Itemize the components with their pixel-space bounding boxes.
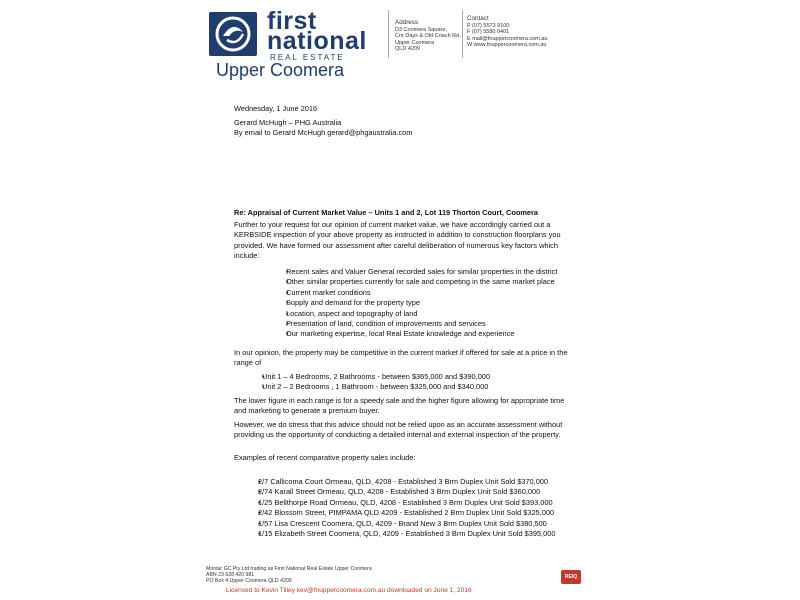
contact-fax: F (07) 5580 0401 bbox=[467, 29, 510, 36]
list-item: • Unit 1 – 4 Bedrooms, 2 Bathrooms - between $365,000 and $390,000 bbox=[245, 372, 490, 382]
range-list bbox=[245, 372, 490, 393]
sales-list bbox=[232, 477, 555, 539]
footer-line: PO Box 4 Upper Coomera QLD 4209 bbox=[206, 578, 292, 585]
list-item: • Current market conditions bbox=[258, 288, 557, 298]
list-item: • Location, aspect and topography of land bbox=[258, 309, 557, 319]
list-item: • Presentation of land, condition of improvements and services bbox=[258, 319, 557, 329]
list-item: • 1/57 Lisa Crescent Coomera, QLD, 4209 - Brand New 3 Brm Duplex Unit Sold $380,500 bbox=[232, 519, 555, 529]
contact-heading: Contact bbox=[467, 15, 489, 22]
letter-paragraph-intro: Further to your request for our opinion of current market value, we have accordingly carried out a KERBSIDE inspection of your above property as instructed in addition to construction floorplans you provided. We have formed our assessment after careful deliberation of numerous key factors which include: bbox=[234, 220, 561, 261]
list-item: • Other similar properties currently for sale and competing in the same market place bbox=[258, 277, 557, 287]
reiq-badge-icon: REIQ bbox=[561, 570, 581, 584]
brand-national: national bbox=[267, 27, 367, 55]
brand-first: first bbox=[267, 7, 317, 35]
address-block bbox=[395, 20, 461, 53]
letter-by-email: By email to Gerard McHugh gerard@phgaustralia.com bbox=[234, 128, 413, 137]
list-item: • 2/74 Karall Street Ormeau, QLD, 4208 - Established 3 Brm Duplex Unit Sold $360,000 bbox=[232, 487, 555, 497]
letter-paragraph-examples: Examples of recent comparative property sales include: bbox=[234, 453, 416, 462]
list-item: • 1/15 Elizabeth Street Coomera, QLD, 4209 - Established 3 Brm Duplex Unit Sold $395,000 bbox=[232, 529, 555, 539]
footer-company bbox=[206, 566, 372, 585]
factor-list bbox=[258, 267, 557, 340]
address-heading: Address bbox=[395, 19, 419, 26]
contact-website[interactable]: W www.fnuppercoomera.com.au bbox=[467, 42, 547, 49]
list-item: • 2/42 Blossom Street, PIMPAMA QLD 4209 - Established 2 Brm Duplex Unit Sold $325,000 bbox=[232, 508, 555, 518]
license-note: Licensed to Kevin Tilley kev@fnuppercoomera.com.au downloaded on June 1, 2016 bbox=[226, 587, 472, 594]
letter-paragraph-disclaimer: However, we do stress that this advice should not be relied upon as an accurate assessment without providing us the opportunity of conducting a detailed internal and external inspection of the property. bbox=[234, 420, 563, 440]
letter-subject: Re: Appraisal of Current Market Value – Units 1 and 2, Lot 119 Thorton Court, Coomera bbox=[234, 208, 539, 217]
office-name: Upper Coomera bbox=[216, 60, 345, 80]
divider bbox=[388, 10, 389, 58]
contact-email[interactable]: E mail@fnuppercoomera.com.au bbox=[467, 35, 548, 42]
divider bbox=[462, 10, 463, 58]
list-item: • 2/7 Callicoma Court Ormeau, QLD, 4208 - Established 3 Brm Duplex Unit Sold $370,000 bbox=[232, 477, 555, 487]
list-item: • Our marketing expertise, local Real Estate knowledge and experience bbox=[258, 329, 557, 339]
list-item: • Recent sales and Valuer General recorded sales for similar properties in the district bbox=[258, 267, 557, 277]
letter-paragraph-range-note: The lower figure in each range is for a speedy sale and the higher figure allowing for appropriate time and marketing to generate a premium buyer. bbox=[234, 396, 565, 416]
brand-subtitle: REAL ESTATE bbox=[270, 53, 345, 62]
letter-paragraph-opinion: In our opinion, the property may be competitive in the current market if offered for sale at a price in the range of bbox=[234, 348, 568, 368]
address-line: QLD 4209 bbox=[395, 46, 421, 53]
address-line: D3 Coomera Square, bbox=[395, 26, 447, 33]
letter-recipient: Gerard McHugh – PHG Australia bbox=[234, 118, 342, 127]
footer-line: Montar GC Pty Ltd trading as First National Real Estate Upper Coomera bbox=[206, 566, 372, 572]
footer-line: ABN 23 628 420 981 bbox=[206, 572, 255, 579]
address-line: Cnr Days & Old Coach Rd, bbox=[395, 33, 461, 40]
contact-phone: P (07) 5573 9100 bbox=[467, 22, 510, 29]
address-line: Upper Coomera bbox=[395, 39, 435, 46]
brand-logo-icon bbox=[209, 12, 257, 56]
list-item: • 1/25 Bellthorpe Road Ormeau, QLD, 4208 - Established 3 Brm Duplex Unit Sold $393,000 bbox=[232, 498, 555, 508]
list-item: • Unit 2 – 2 Bedrooms , 1 Bathroom - between $325,000 and $340,000 bbox=[245, 382, 490, 392]
letter-date: Wednesday, 1 June 2016 bbox=[234, 104, 318, 113]
contact-block bbox=[467, 16, 547, 49]
list-item: • Supply and demand for the property type bbox=[258, 298, 557, 308]
